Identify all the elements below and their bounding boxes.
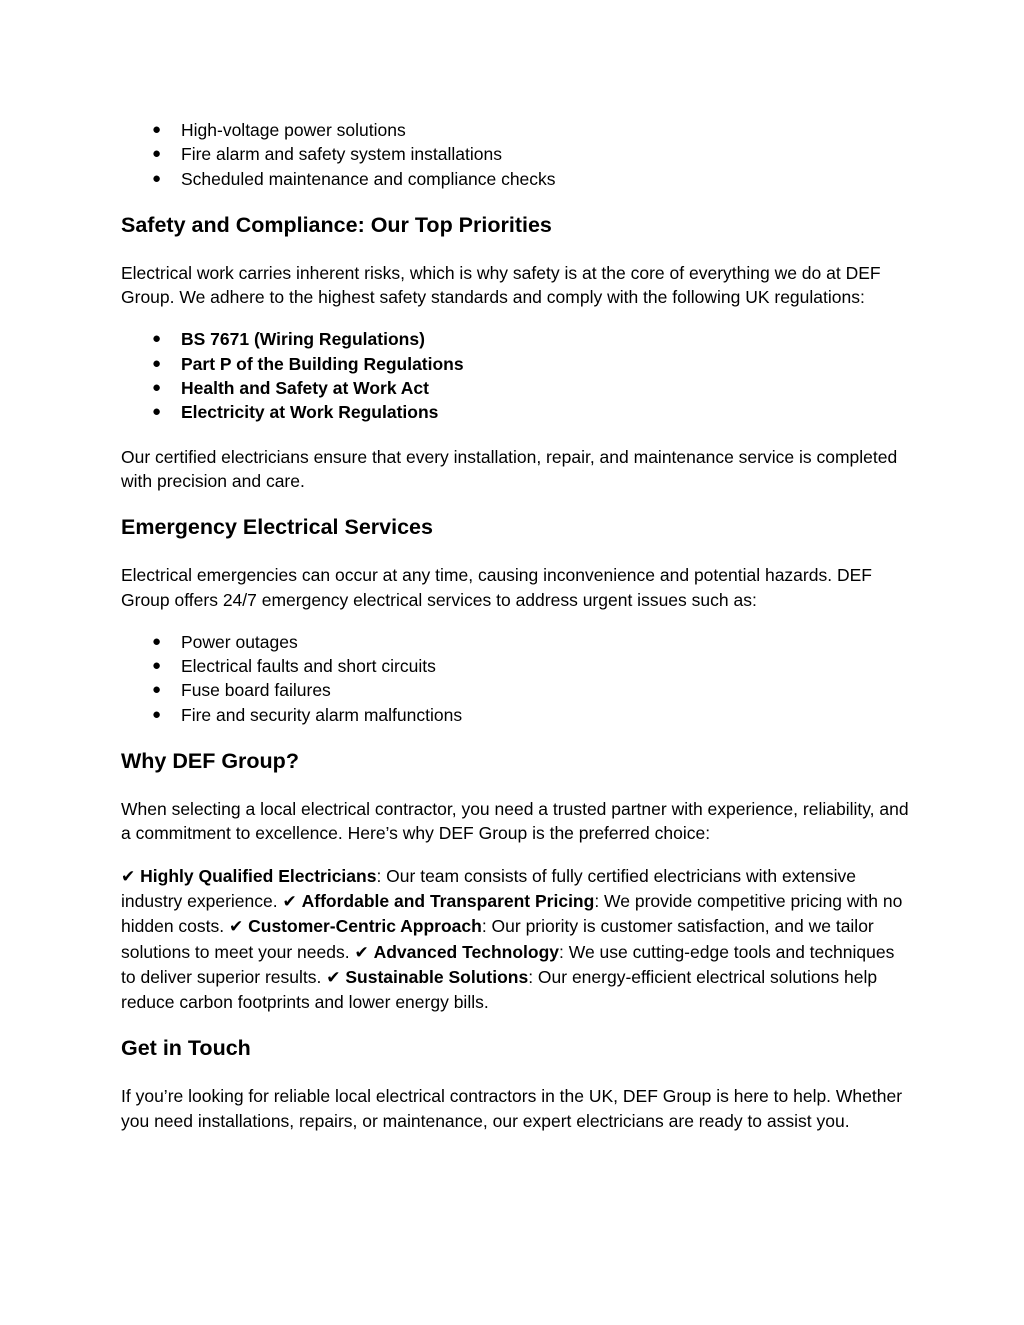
list-item: ● Fire alarm and safety system installations [121,142,911,166]
list-item: ● Fuse board failures [121,678,911,702]
intro-service-list [121,118,911,191]
check-icon: ✔ [354,942,369,963]
regulations-list [121,327,911,424]
bullet-icon: ● [152,681,162,699]
check-icon: ✔ [121,866,136,887]
check-icon: ✔ [282,891,297,912]
contact-paragraph: If you’re looking for reliable local electrical contractors in the UK, DEF Group is here to help. Whether you need installations, repairs, or maintenance, our expert electricians are ready to assist you. [121,1086,903,1131]
list-item: ● Electrical faults and short circuits [121,654,911,678]
why-reasons-paragraph [121,864,911,1015]
bullet-icon: ● [152,657,162,675]
list-item: ● Fire and security alarm malfunctions [121,703,911,727]
safety-heading: Safety and Compliance: Our Top Priorities [121,212,552,237]
reason-title: Sustainable Solutions [345,966,529,987]
document-page [121,118,911,1133]
bullet-icon: ● [152,330,162,348]
list-item: ● Electricity at Work Regulations [121,400,911,424]
bullet-icon: ● [152,145,162,163]
safety-paragraph: Electrical work carries inherent risks, which is why safety is at the core of everything we do at DEF Group. We adhere to the highest safety standards and comply with the following UK regulations: [121,262,881,308]
reason-text: : We provide competitive pricing with no hidden costs. [121,890,903,937]
emergency-issues-list [121,630,911,727]
reason-title: Affordable and Transparent Pricing [301,890,595,911]
list-item: ● High-voltage power solutions [121,118,911,142]
contact-heading: Get in Touch [121,1036,251,1061]
reason-title: Customer-Centric Approach [248,916,482,937]
reason-text: : Our energy-efficient electrical solutions help reduce carbon footprints and lower energy bills. [121,966,878,1013]
list-item: ● Power outages [121,630,911,654]
list-item: ● Health and Safety at Work Act [121,376,911,400]
check-icon: ✔ [326,967,341,988]
emergency-heading: Emergency Electrical Services [121,515,433,540]
why-paragraph: When selecting a local electrical contractor, you need a trusted partner with experience, reliability, and a commitment to excellence. Here’s why DEF Group is the preferred choice: [121,799,909,844]
emergency-paragraph: Electrical emergencies can occur at any time, causing inconvenience and potential hazards. DEF Group offers 24/7 emergency electrical services to address urgent issues such as: [121,565,872,610]
bullet-icon: ● [152,169,162,187]
reason-title: Advanced Technology [373,941,560,962]
check-icon: ✔ [229,917,244,938]
bullet-icon: ● [152,705,162,723]
list-item: ● Part P of the Building Regulations [121,352,911,376]
bullet-icon: ● [152,121,162,138]
reason-title: Highly Qualified Electricians [140,865,377,886]
bullet-icon: ● [152,379,162,397]
list-item: ● BS 7671 (Wiring Regulations) [121,327,911,351]
bullet-icon: ● [152,403,162,421]
safety-closing-paragraph: Our certified electricians ensure that every installation, repair, and maintenance service is completed with precision and care. [121,446,898,491]
why-heading: Why DEF Group? [121,749,299,774]
bullet-icon: ● [152,354,162,372]
reason-text: : Our priority is customer satisfaction, and we tailor solutions to meet your needs. [121,916,874,962]
bullet-icon: ● [152,632,162,650]
reason-text: : Our team consists of fully certified electricians with extensive industry experience. [121,865,856,911]
list-item: ● Scheduled maintenance and compliance checks [121,167,911,191]
reason-text: : We use cutting-edge tools and techniques to deliver superior results. [121,941,895,987]
